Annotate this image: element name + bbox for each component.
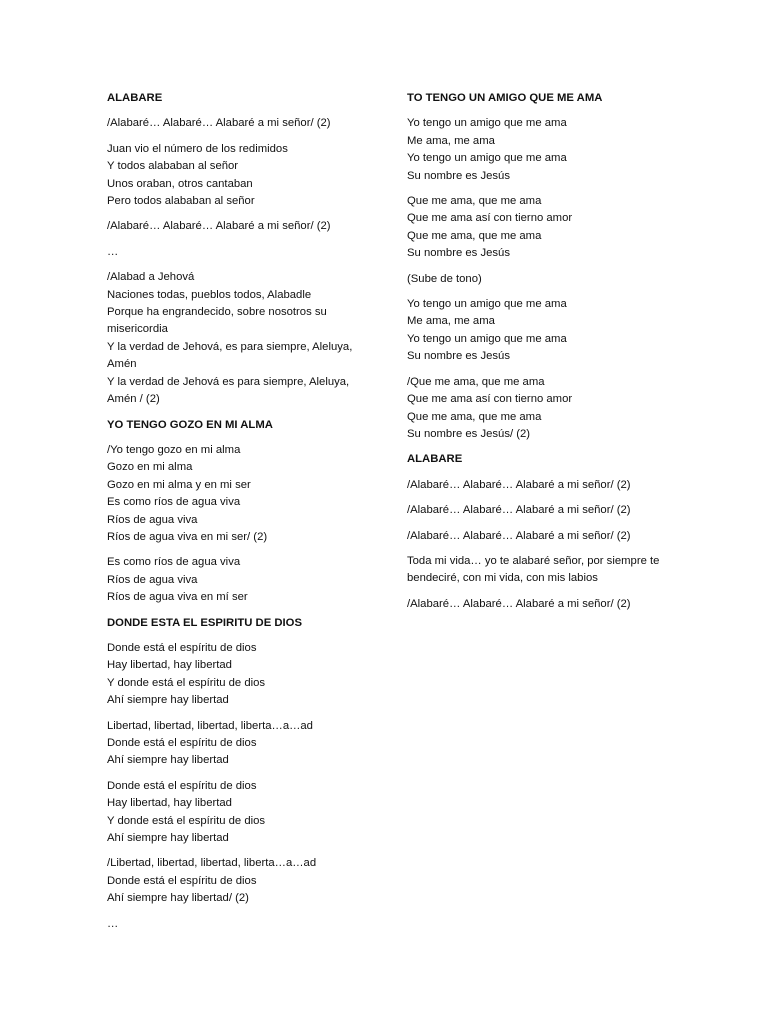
lyric-line: Que me ama, que me ama bbox=[407, 195, 542, 208]
lyric-line: Su nombre es Jesús/ (2) bbox=[407, 427, 531, 440]
stanza bbox=[107, 442, 365, 546]
song-section bbox=[107, 615, 365, 934]
lyric-line: Juan vio el número de los redimidos bbox=[107, 142, 288, 155]
stanza bbox=[107, 244, 365, 261]
lyric-line: Que me ama así con tierno amor bbox=[407, 212, 573, 225]
lyric-line: Gozo en mi alma bbox=[107, 461, 193, 474]
lyric-line: Yo tengo un amigo que me ama bbox=[407, 298, 567, 311]
lyric-line: Y donde está el espíritu de dios bbox=[107, 676, 266, 689]
lyric-line: Hay libertad, hay libertad bbox=[107, 797, 232, 810]
song-title: DONDE ESTA EL ESPIRITU DE DIOS bbox=[107, 616, 303, 629]
left-column bbox=[107, 90, 365, 941]
lyric-line: Y donde está el espíritu de dios bbox=[107, 814, 266, 827]
stanza bbox=[407, 271, 663, 288]
song-section bbox=[407, 90, 663, 443]
stanza bbox=[107, 718, 365, 770]
lyric-line: Pero todos alababan al señor bbox=[107, 195, 255, 208]
lyric-line: /Alabaré… Alabaré… Alabaré a mi señor/ (2) bbox=[107, 220, 331, 233]
lyric-line: /Alabaré… Alabaré… Alabaré a mi señor/ (2) bbox=[407, 478, 631, 491]
lyric-line: Es como ríos de agua viva bbox=[107, 496, 241, 509]
stanza bbox=[107, 218, 365, 235]
stanza bbox=[407, 477, 663, 494]
stanza bbox=[107, 916, 365, 933]
lyric-line: Que me ama, que me ama bbox=[407, 229, 542, 242]
lyric-line: Ahí siempre hay libertad/ (2) bbox=[107, 892, 249, 905]
lyric-line: Libertad, libertad, libertad, liberta…a…ad bbox=[107, 719, 313, 732]
lyric-line: /Alabaré… Alabaré… Alabaré a mi señor/ (2) bbox=[407, 597, 631, 610]
stanza bbox=[107, 855, 365, 907]
lyric-line: Donde está el espíritu de dios bbox=[107, 874, 257, 887]
song-section bbox=[407, 451, 663, 613]
song-title: ALABARE bbox=[407, 453, 463, 466]
song-section bbox=[107, 90, 365, 409]
lyric-line: Su nombre es Jesús bbox=[407, 247, 510, 260]
stanza bbox=[407, 374, 663, 444]
lyric-line: Y todos alababan al señor bbox=[107, 160, 239, 173]
stanza bbox=[407, 193, 663, 263]
lyric-line: Donde está el espíritu de dios bbox=[107, 779, 257, 792]
lyric-line: Yo tengo un amigo que me ama bbox=[407, 117, 567, 130]
lyric-line: Es como ríos de agua viva bbox=[107, 556, 241, 569]
lyric-line: Ríos de agua viva bbox=[107, 513, 198, 526]
lyric-line: Su nombre es Jesús bbox=[407, 169, 510, 182]
song-title: ALABARE bbox=[107, 92, 163, 104]
lyric-line: Que me ama así con tierno amor bbox=[407, 393, 573, 406]
song-title: TO TENGO UN AMIGO QUE ME AMA bbox=[407, 92, 603, 104]
lyric-line: Naciones todas, pueblos todos, Alabadle bbox=[107, 288, 312, 301]
lyric-line: /Alabaré… Alabaré… Alabaré a mi señor/ (2) bbox=[407, 504, 631, 517]
lyric-line: /Alabaré… Alabaré… Alabaré a mi señor/ (2) bbox=[407, 529, 631, 542]
stanza bbox=[407, 596, 663, 613]
lyric-line: /Yo tengo gozo en mi alma bbox=[107, 443, 241, 456]
right-column bbox=[407, 90, 663, 621]
lyric-line: Ahí siempre hay libertad bbox=[107, 832, 229, 845]
lyric-line: Y la verdad de Jehová es para siempre, Aleluya, Amén / (2) bbox=[107, 375, 350, 406]
song-section bbox=[107, 417, 365, 607]
lyric-line: Me ama, me ama bbox=[407, 134, 495, 147]
stanza bbox=[107, 640, 365, 710]
stanza bbox=[407, 296, 663, 366]
lyric-line: Donde está el espíritu de dios bbox=[107, 641, 257, 654]
lyric-line: Yo tengo un amigo que me ama bbox=[407, 332, 567, 345]
lyric-line: … bbox=[107, 245, 119, 258]
lyric-line: Ahí siempre hay libertad bbox=[107, 754, 229, 767]
lyric-line: Toda mi vida… yo te alabaré señor, por siempre te bendeciré, con mi vida, con mis labios bbox=[407, 554, 660, 585]
lyric-line: /Alabaré… Alabaré… Alabaré a mi señor/ (2) bbox=[107, 117, 331, 130]
stanza bbox=[407, 528, 663, 545]
stanza bbox=[107, 141, 365, 211]
lyric-line: Ríos de agua viva bbox=[107, 573, 198, 586]
stanza bbox=[107, 115, 365, 132]
lyric-line: /Que me ama, que me ama bbox=[407, 375, 545, 388]
lyric-line: Que me ama, que me ama bbox=[407, 410, 542, 423]
lyric-line: /Alabad a Jehová bbox=[107, 271, 195, 284]
lyric-line: (Sube de tono) bbox=[407, 272, 482, 285]
lyric-line: Unos oraban, otros cantaban bbox=[107, 177, 253, 190]
lyric-line: Su nombre es Jesús bbox=[407, 350, 510, 363]
lyric-line: /Libertad, libertad, libertad, liberta…a…ad bbox=[107, 857, 317, 870]
stanza bbox=[107, 554, 365, 606]
stanza bbox=[407, 115, 663, 185]
lyric-line: Donde está el espíritu de dios bbox=[107, 737, 257, 749]
stanza bbox=[407, 502, 663, 519]
lyric-line: Me ama, me ama bbox=[407, 315, 495, 328]
lyric-line: Gozo en mi alma y en mi ser bbox=[107, 478, 251, 491]
song-title: YO TENGO GOZO EN MI ALMA bbox=[107, 418, 273, 431]
stanza bbox=[107, 269, 365, 408]
lyric-line: Ríos de agua viva en mí ser bbox=[107, 591, 248, 604]
lyric-line: Ríos de agua viva en mi ser/ (2) bbox=[107, 530, 268, 543]
stanza bbox=[107, 778, 365, 848]
stanza bbox=[407, 553, 663, 588]
lyric-line: Y la verdad de Jehová, es para siempre, Aleluya, Amén bbox=[107, 340, 353, 371]
lyric-line: … bbox=[107, 917, 119, 930]
lyric-line: Ahí siempre hay libertad bbox=[107, 694, 229, 707]
lyric-line: Porque ha engrandecido, sobre nosotros su misericordia bbox=[107, 306, 327, 336]
lyric-line: Yo tengo un amigo que me ama bbox=[407, 152, 567, 165]
lyric-line: Hay libertad, hay libertad bbox=[107, 659, 232, 672]
